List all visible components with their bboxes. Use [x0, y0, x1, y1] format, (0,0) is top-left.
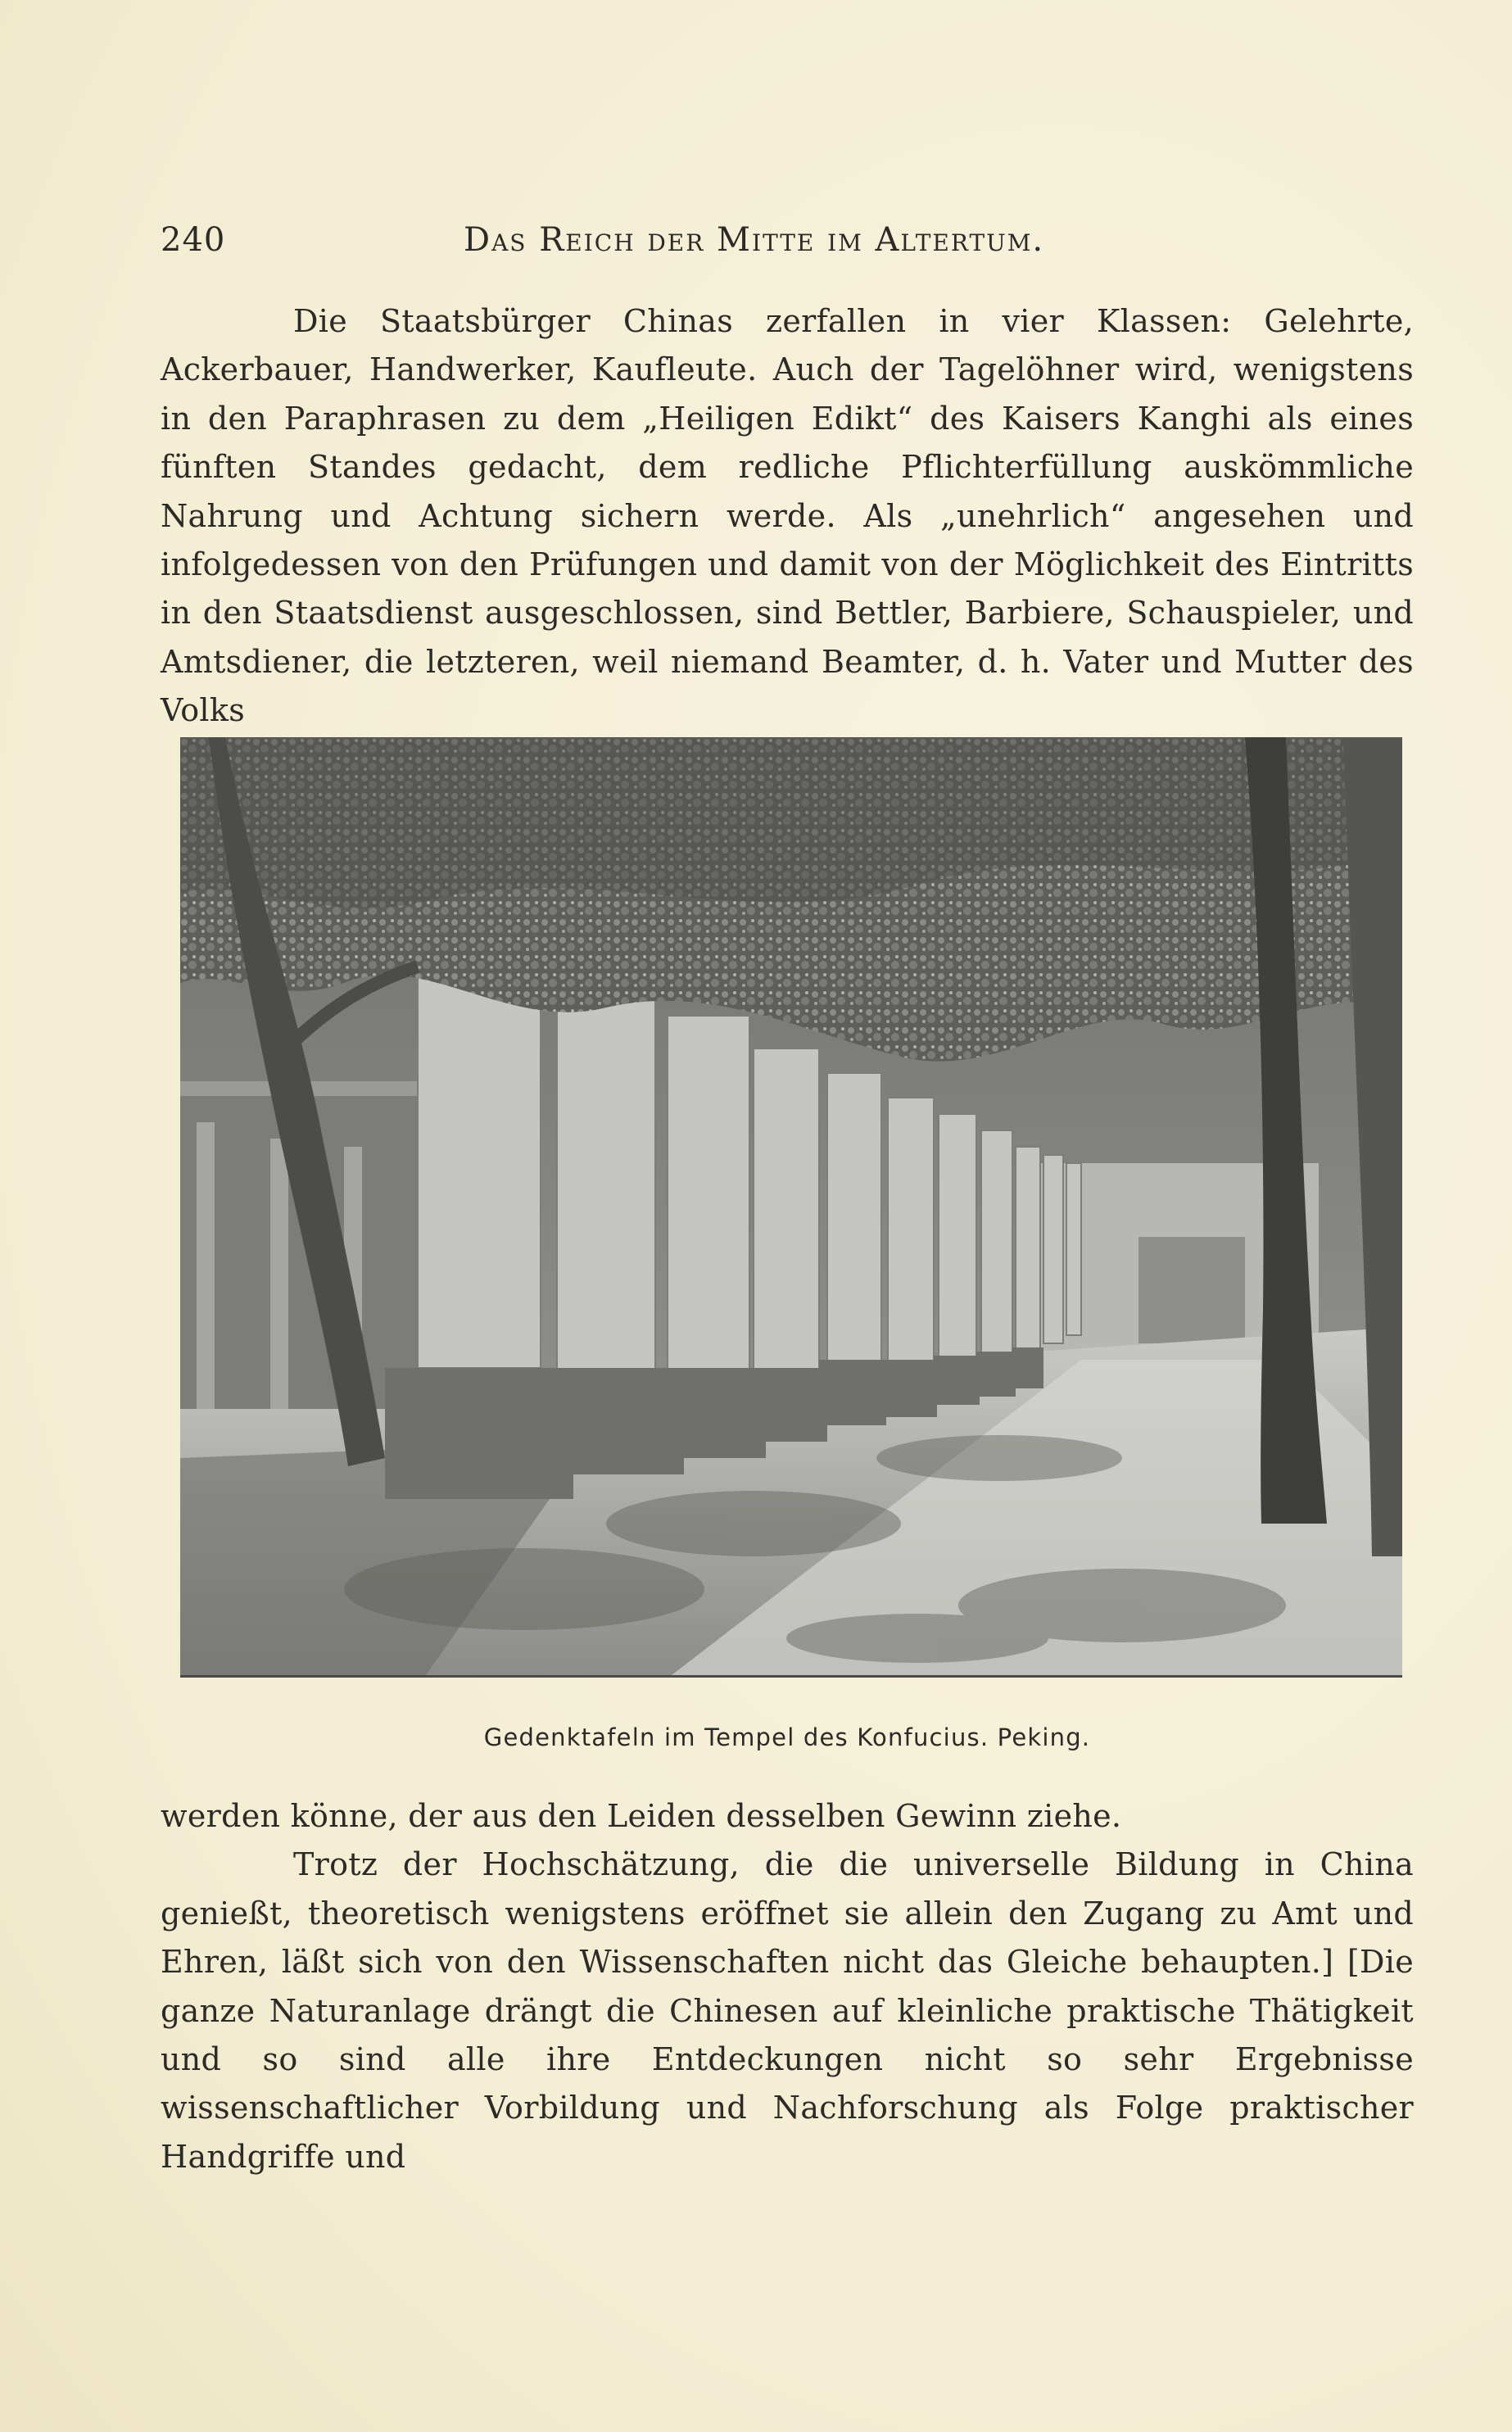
temple-photograph [180, 737, 1402, 1678]
paragraph-hochschaetzung: Trotz der Hochschätzung, die die universelle Bildung in China genießt, theoretisch wenigstens eröffnet sie allein den Zugang zu Amt und Ehren, läßt sich von den Wissenschaften nicht das Gleiche behaupten.] [Die ganze Naturanlage drängt die Chinesen auf kleinliche praktische Thätigkeit und so sind alle ihre Entdeckungen nicht so sehr Ergebnisse wissenschaftlicher Vorbildung und Nachforschung als Folge praktischer Handgriffe und [161, 1846, 1414, 2175]
page-number: 240 [161, 221, 226, 259]
body-text-top [161, 297, 1414, 736]
body-text-bottom [161, 1792, 1414, 2181]
photo-caption: Gedenktafeln im Tempel des Konfucius. Peking. [483, 1723, 1091, 1751]
continuation-line: werden könne, der aus den Leiden desselben Gewinn ziehe. [161, 1798, 1122, 1834]
paragraph-staatsbuerger: Die Staatsbürger Chinas zerfallen in vier Klassen: Gelehrte, Ackerbauer, Handwerker, Kaufleute. Auch der Tagelöhner wird, wenigstens in den Paraphrasen zu dem „Heiligen Edikt“ des Kaisers Kanghi als eines fünften Standes gedacht, dem redliche Pflichterfüllung auskömmliche Nahrung und Achtung sichern werde. Als „unehrlich“ angesehen und infolgedessen von den Prüfungen und damit von der Möglichkeit des Eintritts in den Staatsdienst ausgeschlossen, sind Bettler, Barbiere, Schauspieler, und Amtsdiener, die letzteren, weil niemand Beamter, d. h. Vater und Mutter des Volks [161, 303, 1414, 729]
running-head: Das Reich der Mitte im Altertum. [464, 221, 1045, 259]
